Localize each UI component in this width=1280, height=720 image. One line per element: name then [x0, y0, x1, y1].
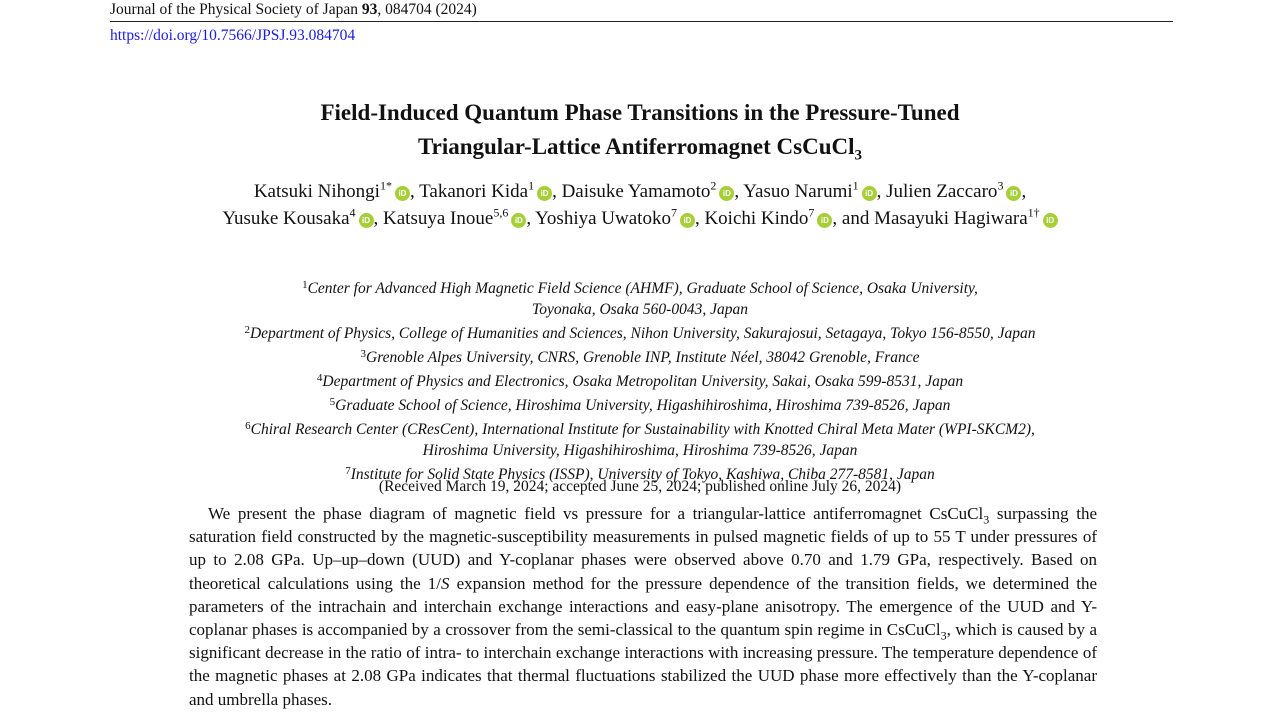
journal-header: [110, 0, 477, 20]
orcid-icon[interactable]: iD: [817, 213, 832, 228]
author-line-2: Yusuke Kousaka$^4$iD , Katsuya Inoue$^{5,6}$iD , Yoshiya Uwatoko$^7$iD , Koichi Kindo$^7$iD , and Masayuki Hagiwara$^{1\dagger}$iD: [0, 205, 1280, 232]
author-affiliation-mark: 4: [349, 205, 356, 220]
orcid-icon[interactable]: iD: [395, 186, 410, 201]
affiliation: [0, 368, 1280, 392]
paper-title: [0, 96, 1280, 164]
affiliation-number: 1: [302, 279, 308, 291]
affiliation-text: Institute for Solid State Physics (ISSP), University of Tokyo, Kashiwa, Chiba 277-8581, Japan: [350, 466, 935, 483]
author-affiliation-mark: 1*: [379, 178, 392, 193]
affiliation-number: 6: [245, 420, 251, 432]
affiliation-number: 4: [316, 372, 323, 384]
abstract: We present the phase diagram of magnetic field vs pressure for a triangular-lattice antiferromagnet CsCuCl$_3$ surpassing the saturation field constructed by the magnetic-susceptibility measurements in pulsed magnetic fields of up to 55 T under pressures of up to 2.08 GPa. Up–up–down (UUD) and Y-coplanar phases were observed above 0.70 and 1.79 GPa, respectively. Based on theoretical calculations using the 1/S expansion method for the pressure dependence of the transition fields, we determined the parameters of the intrachain and interchain exchange interactions and easy-plane anisotropy. The emergence of the UUD and Y-coplanar phases is accompanied by a crossover from the semi-classical to the quantum spin regime in CsCuCl$_3$, which is caused by a significant decrease in the ratio of intra- to interchain exchange interactions with increasing pressure. The temperature dependence of the magnetic phases at 2.08 GPa indicates that thermal fluctuations stabilized the UUD phase more effectively than the Y-coplanar and umbrella phases.: [189, 504, 1097, 709]
affiliation-text: Graduate School of Science, Hiroshima University, Higashihiroshima, Hiroshima 739-8526, Japan: [335, 397, 951, 414]
orcid-icon[interactable]: iD: [1043, 213, 1058, 228]
author-name: Julien Zaccaro: [886, 181, 998, 202]
doi-link[interactable]: https://doi.org/10.7566/JPSJ.93.084704: [110, 27, 356, 44]
affiliation-number: 5: [329, 396, 336, 408]
affiliation: [0, 275, 1280, 299]
affiliation-text: Department of Physics and Electronics, Osaka Metropolitan University, Sakai, Osaka 599-8531, Japan: [322, 373, 964, 390]
journal-article: , 084704 (2024): [377, 1, 477, 18]
affiliation-list: [0, 275, 1280, 485]
affiliation-continuation: Toyonaka, Osaka 560-0043, Japan: [532, 301, 748, 318]
orcid-icon[interactable]: iD: [719, 186, 734, 201]
author-list: [0, 178, 1280, 232]
author-affiliation-mark: 1: [852, 178, 859, 193]
title-line-1: Field-Induced Quantum Phase Transitions in the Pressure-Tuned: [320, 100, 960, 125]
author-name: Katsuya Inoue: [383, 208, 494, 229]
journal-name: Journal of the Physical Society of Japan: [110, 1, 358, 18]
author-name: Takanori Kida: [419, 181, 529, 202]
affiliation-text: Center for Advanced High Magnetic Field Science (AHMF), Graduate School of Science, Osaka University,: [307, 280, 978, 297]
title-line-2: Triangular-Lattice Antiferromagnet CsCuCl$_3$: [417, 134, 863, 164]
orcid-icon[interactable]: iD: [862, 186, 877, 201]
author-name: Masayuki Hagiwara: [874, 208, 1028, 229]
author-name: Koichi Kindo: [704, 208, 809, 229]
affiliation-text: Grenoble Alpes University, CNRS, Grenoble INP, Institute Néel, 38042 Grenoble, France: [366, 349, 920, 366]
orcid-icon[interactable]: iD: [511, 213, 526, 228]
affiliation-text: Department of Physics, College of Humanities and Sciences, Nihon University, Sakurajosui, Setagaya, Tokyo 156-8550, Japan: [249, 325, 1036, 342]
orcid-icon[interactable]: iD: [537, 186, 552, 201]
affiliation: [0, 344, 1280, 368]
affiliation: [0, 392, 1280, 416]
affiliation-number: 3: [360, 348, 367, 360]
author-affiliation-mark: 7: [670, 205, 677, 220]
author-name: Katsuki Nihongi: [253, 181, 380, 202]
affiliation-continuation: Hiroshima University, Higashihiroshima, Hiroshima 739-8526, Japan: [422, 442, 858, 459]
orcid-icon[interactable]: iD: [680, 213, 695, 228]
author-line-1: Katsuki Nihongi$^{1*}$iD , Takanori Kida$^1$iD , Daisuke Yamamoto$^2$iD , Yasuo Narumi$^1$iD , Julien Zaccaro$^3$iD ,: [253, 178, 1027, 202]
author-affiliation-mark: 7: [808, 205, 815, 220]
author-affiliation-mark: 3: [997, 178, 1004, 193]
orcid-icon[interactable]: iD: [359, 213, 374, 228]
journal-volume: 93: [361, 1, 378, 18]
author-name: Yasuo Narumi: [743, 181, 853, 202]
author-name: Yoshiya Uwatoko: [535, 208, 671, 229]
orcid-icon[interactable]: iD: [1006, 186, 1021, 201]
author-affiliation-mark: 1†: [1027, 205, 1040, 220]
affiliation-text: Chiral Research Center (CResCent), International Institute for Sustainability with Knotted Chiral Meta Mater (WPI-SKCM2),: [250, 421, 1035, 438]
header-rule: [110, 21, 1173, 22]
affiliation: [0, 320, 1280, 344]
author-name: Daisuke Yamamoto: [561, 181, 711, 202]
affiliation-number: 2: [244, 324, 250, 336]
author-name: Yusuke Kousaka: [222, 208, 350, 229]
author-affiliation-mark: 5,6: [493, 205, 509, 220]
received-dates: (Received March 19, 2024; accepted June 25, 2024; published online July 26, 2024): [378, 478, 902, 495]
author-affiliation-mark: 1: [528, 178, 535, 193]
affiliation-number: 7: [345, 465, 351, 477]
author-affiliation-mark: 2: [710, 178, 717, 193]
affiliation: [0, 416, 1280, 440]
